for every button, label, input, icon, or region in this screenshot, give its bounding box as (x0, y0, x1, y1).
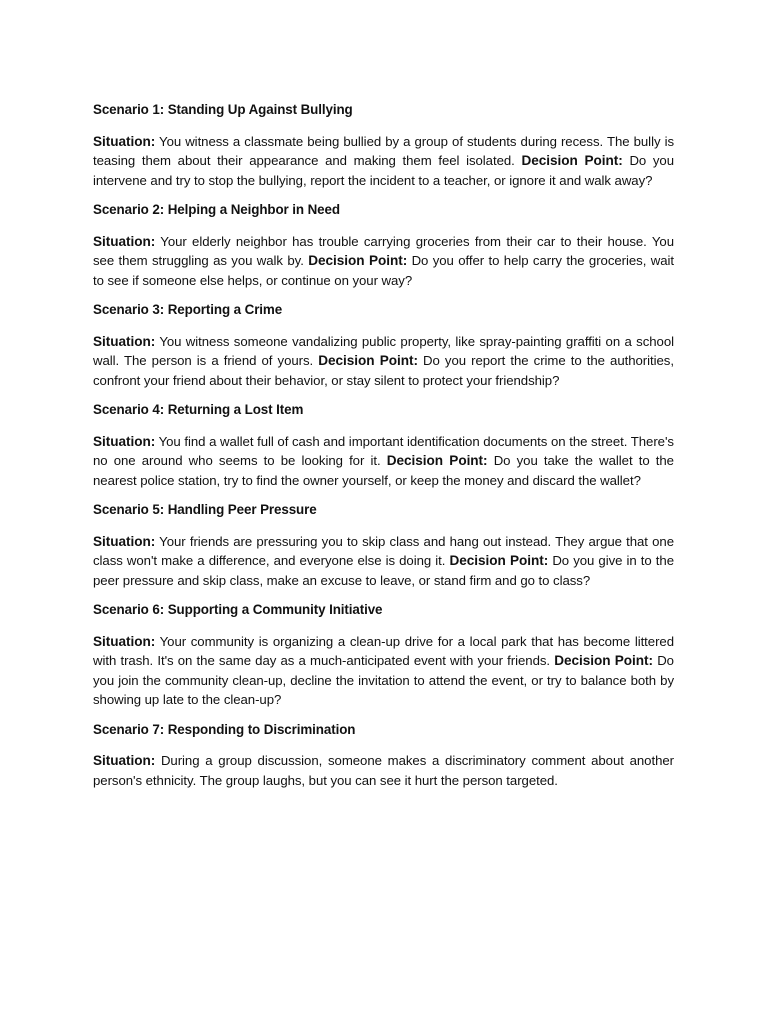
scenario-title: Scenario 3: Reporting a Crime (93, 302, 283, 317)
scenario-4 (93, 400, 674, 490)
scenario-body (93, 751, 674, 790)
decision-point-text: Do you give in to the peer pressure and skip class, make an excuse to leave, or stand firm and go to class? (93, 553, 674, 588)
scenario-title: Scenario 6: Supporting a Community Initiative (93, 602, 383, 617)
scenario-6 (93, 600, 674, 710)
situation-label: Situation: (93, 233, 156, 249)
scenario-body (93, 532, 674, 591)
scenario-body (93, 432, 674, 491)
scenario-3 (93, 300, 674, 390)
situation-text: Your elderly neighbor has trouble carrying groceries from their car to their house. You see them struggling as you walk by. (93, 233, 674, 268)
scenario-title: Scenario 5: Handling Peer Pressure (93, 502, 317, 517)
situation-label: Situation: (93, 433, 156, 449)
decision-point-text: Do you report the crime to the authorities, confront your friend about their behavior, or stay silent to protect your friendship? (93, 353, 674, 388)
decision-point-text: Do you take the wallet to the nearest police station, try to find the owner yourself, or keep the money and discard the wallet? (93, 453, 674, 488)
situation-text: During a group discussion, someone makes a discriminatory comment about another person's ethnicity. The group laughs, but you can see it hurt the person targeted. (93, 753, 674, 788)
scenario-title: Scenario 4: Returning a Lost Item (93, 402, 304, 417)
scenario-body (93, 332, 674, 391)
scenario-2 (93, 200, 674, 290)
scenario-title: Scenario 7: Responding to Discrimination (93, 721, 356, 737)
decision-point-label: Decision Point: (308, 253, 408, 268)
situation-text: You witness a classmate being bullied by a group of students during recess. The bully is teasing them about their appearance and making them feel isolated. (93, 133, 674, 168)
scenario-body (93, 232, 674, 291)
scenario-title: Scenario 1: Standing Up Against Bullying (93, 102, 353, 117)
situation-text: Your community is organizing a clean-up drive for a local park that has become littered with trash. It's on the same day as a much-anticipated event with your friends. (93, 633, 674, 668)
scenario-1 (93, 100, 674, 190)
decision-point-label: Decision Point: (386, 453, 488, 468)
situation-label: Situation: (93, 133, 156, 149)
scenario-title: Scenario 2: Helping a Neighbor in Need (93, 202, 340, 217)
situation-text: You witness someone vandalizing public property, like spray-painting graffiti on a school wall. The person is a friend of yours. (93, 333, 674, 368)
scenario-body (93, 132, 674, 191)
decision-point-text: Do you join the community clean-up, decline the invitation to attend the event, or try to balance both by showing up late to the clean-up? (93, 653, 674, 707)
situation-text: Your friends are pressuring you to skip class and hang out instead. They argue that one class won't make a difference, and everyone else is doing it. (93, 533, 674, 568)
document-page (93, 100, 674, 908)
scenario-7 (93, 720, 674, 791)
decision-point-label: Decision Point: (521, 153, 623, 168)
decision-point-label: Decision Point: (449, 553, 549, 568)
decision-point-text: Do you offer to help carry the groceries, wait to see if someone else helps, or continue on your way? (93, 253, 674, 288)
scenario-5 (93, 500, 674, 590)
situation-label: Situation: (93, 753, 156, 768)
scenario-body (93, 632, 674, 710)
situation-label: Situation: (93, 533, 156, 549)
situation-text: You find a wallet full of cash and important identification documents on the street. There's no one around who seems to be looking for it. (93, 433, 674, 468)
decision-point-text: Do you intervene and try to stop the bullying, report the incident to a teacher, or ignore it and walk away? (93, 153, 674, 188)
situation-label: Situation: (93, 333, 156, 349)
situation-label: Situation: (93, 633, 156, 649)
decision-point-label: Decision Point: (554, 653, 653, 668)
decision-point-label: Decision Point: (318, 353, 418, 368)
